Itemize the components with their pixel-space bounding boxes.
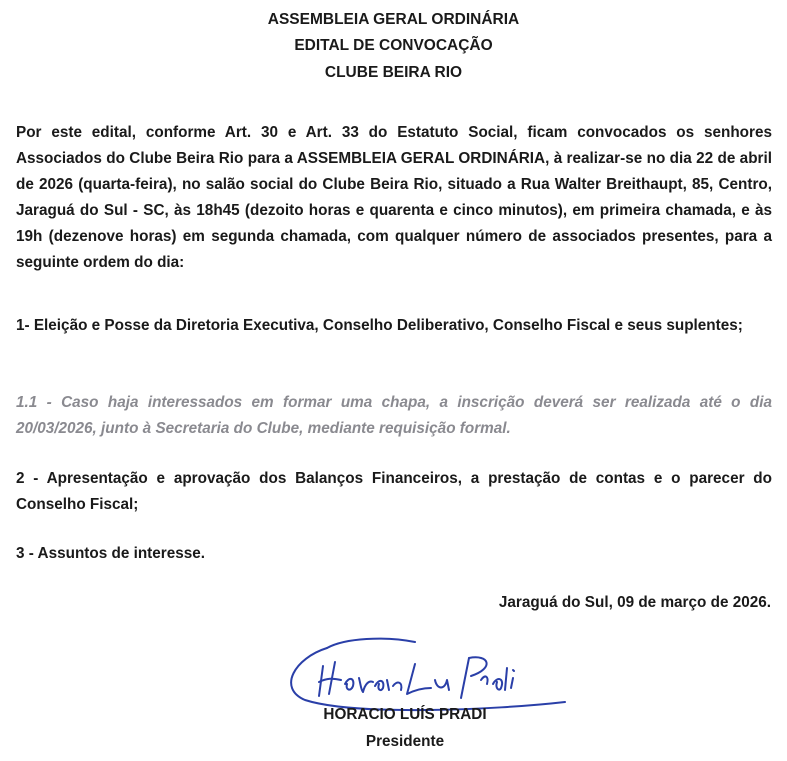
signatory-name: HORACIO LUÍS PRADI: [323, 706, 487, 723]
signatory-role: Presidente: [365, 733, 445, 750]
agenda-item-2: 2 - Apresentação e aprovação dos Balanços Financeiros, a prestação de contas e o parecer do Conselho Fiscal;: [16, 470, 772, 513]
club-name: CLUBE BEIRA RIO: [324, 64, 463, 81]
agenda-item-1-1: 1.1 - Caso haja interessados em formar uma chapa, a inscrição deverá ser realizada até o dia 20/03/2026, junto à Secretaria do Clube, mediante requisição formal.: [16, 394, 772, 437]
notice-subtitle: EDITAL DE CONVOCAÇÃO: [294, 37, 493, 54]
notice-title: ASSEMBLEIA GERAL ORDINÁRIA: [267, 11, 520, 28]
place-and-date: Jaraguá do Sul, 09 de março de 2026.: [498, 594, 771, 611]
agenda-item-3: 3 - Assuntos de interesse.: [16, 545, 206, 562]
agenda-item-1: 1- Eleição e Posse da Diretoria Executiva, Conselho Deliberativo, Conselho Fiscal e seus suplentes;: [16, 317, 743, 334]
intro-paragraph: Por este edital, conforme Art. 30 e Art. 33 do Estatuto Social, ficam convocados os senhores Associados do Clube Beira Rio para a ASSEMBLEIA GERAL ORDINÁRIA, à realizar-se no dia 22 de abril de 2026 (quarta-feira), no salão social do Clube Beira Rio, situado a Rua Walter Breithaupt, 85, Centro, Jaraguá do Sul - SC, às 18h45 (dezoito horas e quarenta e cinco minutos), em primeira chamada, e às 19h (dezenove horas) em segunda chamada, com qualquer número de associados presentes, para a seguinte ordem do dia:: [16, 124, 772, 271]
